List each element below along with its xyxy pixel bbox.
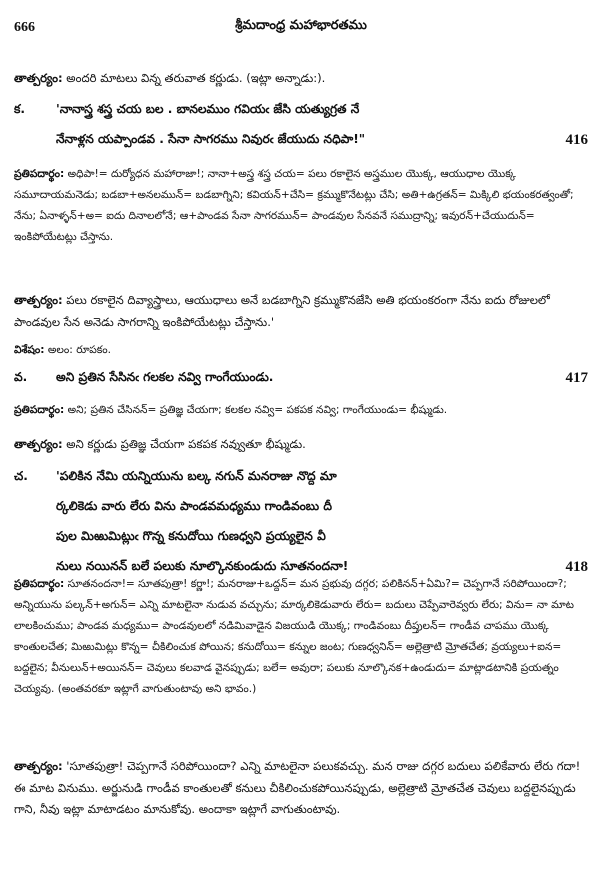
pratipadartham-label: ప్రతిపదార్థం: xyxy=(14,404,65,416)
verse-417 xyxy=(14,364,588,394)
verse-line xyxy=(14,96,588,126)
pratipadartham-418 xyxy=(14,574,588,700)
pratipadartham-text: అని; ప్రతిన చేసినన్= ప్రతిజ్ఞ చేయగా; కలకల నవ్వి= పకపక నవ్వి; గాంగేయుండు= భీష్ముడు. xyxy=(67,404,448,416)
verse-text: పుల మిఱుమిట్లుఁ గొన్న కనుదోయి గుణధ్వని ప్రయ్యలైన వీ xyxy=(56,529,326,543)
verse-text: అని ప్రతిన సేసినఁ గలకల నవ్వి గాంగేయుండు. xyxy=(56,370,274,384)
verse-text: ర్కలికెడు వారు లేరు విను పాండవమధ్యము గాండివంబు దీ xyxy=(56,499,332,513)
verse-text: నులు నయినన్ బలే పలుకు నూల్కొనకుండుదు సూతనందనా! xyxy=(56,559,349,573)
pratipadartham-text: అధిపా!= దుర్యోధన మహారాజా!; నానా+అస్త్ర శస్త్ర చయ= పలు రకాలైన అస్త్రముల యొక్క, ఆయుధాల యొక్క సమూదాయమనెడు; బడబా+అనలమున్= బడబాగ్నిని; కవియన్+చేసి= క్రమ్ముకొనేటట్లు చేసి; అతి+ఉగ్రతన్= మిక్కిలి భయంకరత్వంతో; నేను; ఏనాళ్ళన్+అ= ఐదు దినాలలోనే; ఆ+పాండవ సేనా సాగరమున్= పాండవుల సేనవనే సముద్రాన్ని; ఇవురన్+చేయుదున్= ఇంకిపోయేటట్లు చేస్తాను. xyxy=(14,168,574,243)
pratipadartham-416 xyxy=(14,164,588,248)
intro-tatparyam xyxy=(14,68,588,90)
verse-416 xyxy=(14,96,588,156)
book-page xyxy=(14,0,588,878)
verse-text: నేనాళ్లన యప్పాండవ . సేనా సాగరము నివురఁ జేయుదు నధిపా!" xyxy=(56,132,366,146)
vishesham-416 xyxy=(14,340,588,361)
tatparyam-label: తాత్పర్యం: xyxy=(14,437,63,451)
page-number: 666 xyxy=(14,20,35,35)
verse-number: 418 xyxy=(565,559,588,575)
tatparyam-418 xyxy=(14,756,588,821)
pratipadartham-label: ప్రతిపదార్థం: xyxy=(14,578,65,590)
tatparyam-text: 'సూతపుత్రా! చెప్పగానే సరిపోయిందా? ఎన్ని మాటలైనా పలుకవచ్చు. మన రాజు దగ్గర బదులు పలికేవారు లేరు గదా! ఈ మాట వినుము. అర్జునుడి గాండీవ కాంతులతో కనులు చీకిలించుకపోయినప్పుడు, అల్లెత్రాటి మ్రోతచేత చెవులు బద్దలైనప్పుడు గాని, నీవు ఇట్లా మాటాడటం మానుకోవు. అందాకా ఇట్లాగే వాగుతుంటావు. xyxy=(14,759,581,816)
tatparyam-text: అని కర్ణుడు ప్రతిజ్ఞ చేయగా పకపక నవ్వుతూ భీష్ముడు. xyxy=(66,437,306,451)
vishesham-label: విశేషం: xyxy=(14,344,45,356)
tatparyam-416 xyxy=(14,290,588,333)
vishesham-text: అలం: రూపకం. xyxy=(47,344,112,356)
verse-marker: చ. xyxy=(14,469,28,483)
verse-line xyxy=(14,523,588,553)
verse-line xyxy=(14,463,588,493)
verse-marker: వ. xyxy=(14,370,28,384)
page-header xyxy=(14,0,588,40)
pratipadartham-417 xyxy=(14,400,588,421)
tatparyam-text: అందరి మాటలు విన్న తరువాత కర్ణుడు. (ఇట్లా అన్నాడు:). xyxy=(66,71,326,85)
verse-marker: క. xyxy=(14,102,25,116)
pratipadartham-label: ప్రతిపదార్థం: xyxy=(14,168,65,180)
verse-text: 'నానాస్త్ర శస్త్ర చయ బల . బానలముం గవియఁ జేసి యత్యుగ్రత నే xyxy=(56,102,360,116)
verse-number: 416 xyxy=(565,132,588,148)
verse-line xyxy=(14,493,588,523)
verse-line xyxy=(14,126,588,156)
verse-text: 'పలికిన నేమి యన్నియును బల్క నగున్ మనరాజు నొద్ద మా xyxy=(56,469,337,483)
verse-number: 417 xyxy=(565,370,588,386)
tatparyam-label: తాత్పర్యం: xyxy=(14,759,63,773)
pratipadartham-text: సూతనందనా!= సూతపుత్రా! కర్ణా!; మనరాజు+ఒద్దన్= మన ప్రభువు దగ్గర; పలికినన్+ఏమి?= చెప్పగానే సరిపోయిందా?; అన్నియును పల్కన్+అగున్= ఎన్ని మాటలైనా నుడువ వచ్చును; మార్కలికెడువారు లేరు= బదులు చెప్పేవారెవ్వరు లేరు; విను= నా మాట లాలకించుము; పాండవ మధ్యము= పాండవులలో నడిమివాడైన విజయుడి యొక్క; గాండివంబు దీప్తులన్= గాండీవ చాపము యొక్క కాంతులచేత; మిఱుమిట్లు కొన్న= చీకిలించుక పోయిన; కనుదోయి= కన్నుల జంట; గుణధ్వనిన్= అల్లెత్రాటి మ్రోతచేత; వ్రయ్యలు+ఐన= బద్దలైన; వీనులున్+అయినన్= చెవులు కలవాడ వైనప్పుడు; బలే= అవురా; పలుకు నూల్కొనక+ఉండుదు= మాట్లాడటానికి ప్రయత్నం చెయ్యవు. (అంతవరకూ ఇట్లాగే వాగుతుంటావు అని భావం.) xyxy=(14,578,574,695)
verse-418 xyxy=(14,463,588,583)
tatparyam-417 xyxy=(14,434,588,456)
tatparyam-label: తాత్పర్యం: xyxy=(14,293,63,307)
book-title: శ్రీమదాంధ్ర మహాభారతము xyxy=(235,18,367,33)
tatparyam-text: పలు రకాలైన దివ్యాస్త్రాలు, ఆయుధాలు అనే బడబాగ్నిని క్రమ్ముకొనజేసి అతి భయంకరంగా నేను ఐదు రోజులలో పాండవుల సేన అనెడు సాగరాన్ని ఇంకిపోయేటట్లు చేస్తాను.' xyxy=(14,293,550,329)
tatparyam-label: తాత్పర్యం: xyxy=(14,71,63,85)
verse-line xyxy=(14,364,588,394)
